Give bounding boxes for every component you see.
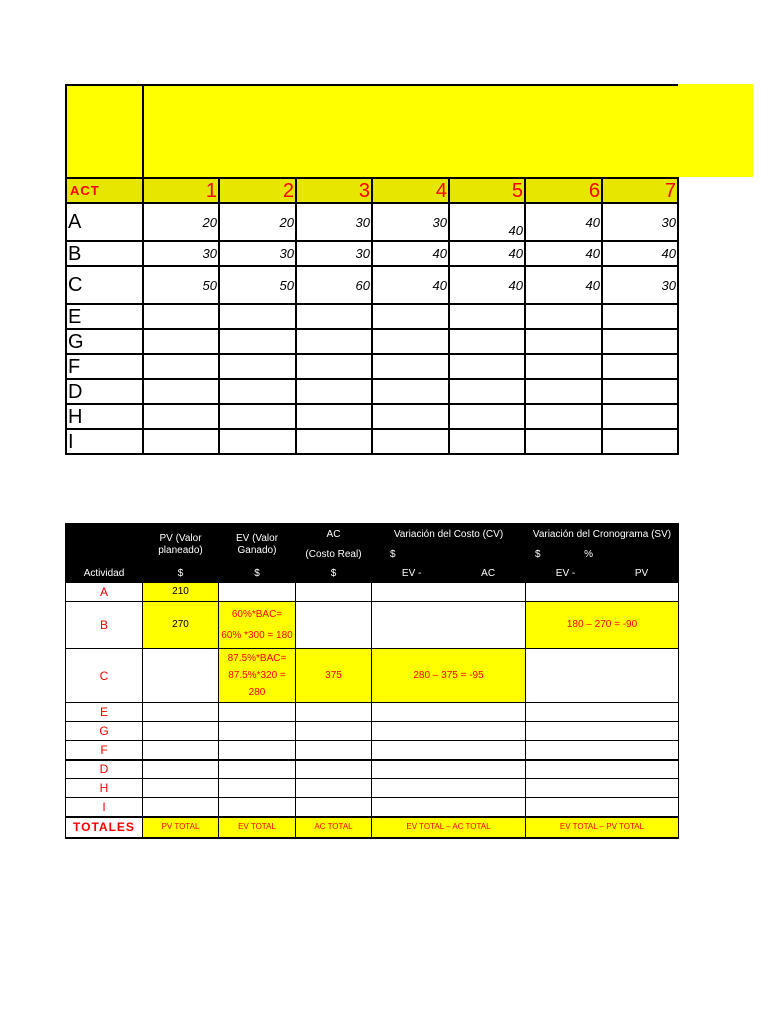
row-label-E: E	[66, 304, 143, 329]
ev-unit: $	[219, 566, 296, 583]
ev-subheader-row	[66, 566, 679, 583]
title-cell	[143, 85, 678, 178]
cv-header	[372, 524, 526, 566]
ev-cell	[219, 649, 296, 703]
table-row	[66, 583, 679, 602]
schedule-header-row	[66, 178, 678, 203]
cell: 50	[143, 266, 219, 304]
ev-cell	[219, 602, 296, 649]
cell: 20	[143, 203, 219, 241]
cell: 40	[525, 203, 602, 241]
activity-H: H	[66, 779, 143, 798]
table-row	[66, 760, 679, 779]
cell: 40	[525, 241, 602, 266]
table-row	[66, 779, 679, 798]
pv-header: PV (Valor planeado)	[143, 524, 219, 566]
period-6: 6	[525, 178, 602, 203]
period-7: 7	[602, 178, 678, 203]
sv-cell: 180 – 270 = -90	[526, 602, 679, 649]
cell: 40	[372, 241, 449, 266]
earned-value-table	[65, 523, 679, 839]
totals-row	[66, 817, 679, 838]
cell: 30	[219, 241, 296, 266]
row-label-D: D	[66, 379, 143, 404]
table-row	[66, 241, 678, 266]
table-row	[66, 649, 679, 703]
row-label-C: C	[66, 266, 143, 304]
ac-header-bottom: (Costo Real)	[305, 548, 362, 560]
sv-header-dollar: $	[535, 548, 541, 560]
table-row	[66, 404, 678, 429]
cv-cell: 280 – 375 = -95	[372, 649, 526, 703]
cell: 40	[525, 266, 602, 304]
schedule-table	[65, 84, 679, 455]
ev-formula-line: 60%*BAC=	[231, 608, 283, 620]
cell: 50	[219, 266, 296, 304]
cell: 30	[143, 241, 219, 266]
cell: 40	[602, 241, 678, 266]
schedule-title-row	[66, 85, 678, 178]
row-label-A: A	[66, 203, 143, 241]
table-row	[66, 379, 678, 404]
table-row	[66, 329, 678, 354]
activity-B: B	[66, 602, 143, 649]
title-corner-cell	[66, 85, 143, 178]
pv-cell: 210	[143, 583, 219, 602]
activity-C: C	[66, 649, 143, 703]
cell: 30	[296, 203, 372, 241]
sv-formula-ev: EV -	[555, 568, 576, 579]
cell: 20	[219, 203, 296, 241]
ev-formula-line: 87.5%*320 =	[228, 669, 286, 681]
header-corner	[66, 524, 143, 566]
cell: 40	[449, 266, 525, 304]
table-row	[66, 429, 678, 454]
table-row	[66, 304, 678, 329]
period-4: 4	[372, 178, 449, 203]
sv-header-percent: %	[584, 548, 594, 560]
cell: 40	[449, 203, 525, 241]
period-5: 5	[449, 178, 525, 203]
cv-header-top: Variación del Costo (CV)	[393, 528, 504, 540]
activity-E: E	[66, 703, 143, 722]
table-row	[66, 741, 679, 760]
activity-I: I	[66, 798, 143, 817]
cv-formula-ev: EV -	[401, 568, 422, 579]
cell: 30	[296, 241, 372, 266]
activity-A: A	[66, 583, 143, 602]
cell: 30	[372, 203, 449, 241]
cell: 40	[372, 266, 449, 304]
sv-total: EV TOTAL – PV TOTAL	[526, 817, 679, 838]
table-row	[66, 798, 679, 817]
period-1: 1	[143, 178, 219, 203]
cv-total: EV TOTAL – AC TOTAL	[372, 817, 526, 838]
activity-G: G	[66, 722, 143, 741]
table-row	[66, 602, 679, 649]
ev-formula-line: 280	[248, 686, 266, 698]
activity-D: D	[66, 760, 143, 779]
cell: 60	[296, 266, 372, 304]
ac-header-top: AC	[326, 528, 341, 540]
totals-label: TOTALES	[66, 817, 143, 838]
ac-total: AC TOTAL	[296, 817, 372, 838]
pv-total: PV TOTAL	[143, 817, 219, 838]
cell: 40	[449, 241, 525, 266]
sv-header-top: Variación del Cronograma (SV)	[532, 528, 672, 540]
sv-header	[526, 524, 679, 566]
ev-header-row	[66, 524, 679, 566]
pv-cell: 270	[143, 602, 219, 649]
cv-formula-ac: AC	[481, 568, 496, 579]
cv-header-bottom: $	[390, 548, 396, 560]
table-row	[66, 703, 679, 722]
ac-header	[296, 524, 372, 566]
ac-unit: $	[296, 566, 372, 583]
ev-formula-line: 60% *300 = 180	[221, 629, 293, 641]
table-row	[66, 266, 678, 304]
row-label-B: B	[66, 241, 143, 266]
ev-total: EV TOTAL	[219, 817, 296, 838]
row-label-G: G	[66, 329, 143, 354]
row-label-F: F	[66, 354, 143, 379]
sv-formula-pv: PV	[634, 568, 649, 579]
ac-cell: 375	[296, 649, 372, 703]
act-header: ACT	[66, 178, 143, 203]
cell: 30	[602, 203, 678, 241]
period-3: 3	[296, 178, 372, 203]
pv-unit: $	[143, 566, 219, 583]
ev-formula-line: 87.5%*BAC=	[227, 652, 287, 664]
actividad-header: Actividad	[66, 566, 143, 583]
row-label-H: H	[66, 404, 143, 429]
activity-F: F	[66, 741, 143, 760]
row-label-I: I	[66, 429, 143, 454]
cell: 30	[602, 266, 678, 304]
table-row	[66, 722, 679, 741]
period-2: 2	[219, 178, 296, 203]
table-row	[66, 354, 678, 379]
table-row	[66, 203, 678, 241]
ev-header: EV (Valor Ganado)	[219, 524, 296, 566]
